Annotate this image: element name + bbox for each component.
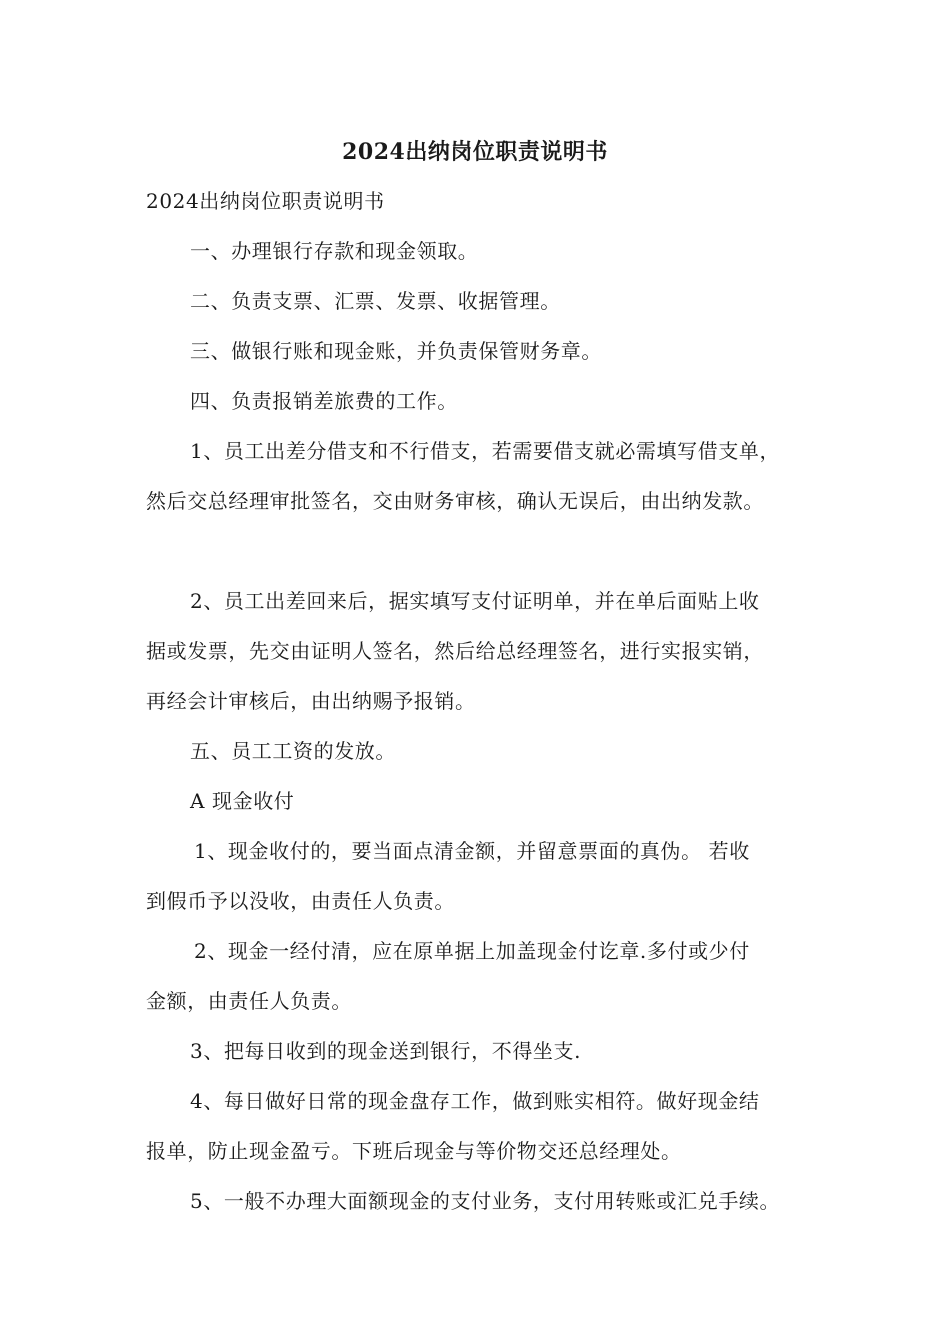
paragraph-line: 3、把每日收到的现金送到银行，不得坐支. [190,1039,582,1063]
paragraph-line: 然后交总经理审批签名，交由财务审核，确认无误后，由出纳发款。 [146,489,764,513]
paragraph-line: 再经会计审核后，由出纳赐予报销。 [146,689,476,713]
paragraph-line: 四、负责报销差旅费的工作。 [190,389,458,413]
paragraph-line: 报单，防止现金盈亏。下班后现金与等价物交还总经理处。 [146,1139,682,1163]
paragraph-line: 2、员工出差回来后，据实填写支付证明单，并在单后面贴上收 [190,589,760,613]
paragraph-line: 一、办理银行存款和现金领取。 [190,239,479,263]
document-title: 2024出纳岗位职责说明书 [342,139,608,165]
paragraph-line: 三、做银行账和现金账，并负责保管财务章。 [190,339,602,363]
paragraph-line: 五、员工工资的发放。 [190,739,396,763]
paragraph-line: A 现金收付 [190,789,295,813]
paragraph-line: 5、一般不办理大面额现金的支付业务，支付用转账或汇兑手续。 [190,1189,781,1213]
subtitle-line: 2024出纳岗位职责说明书 [146,189,385,213]
paragraph-line: 据或发票，先交由证明人签名，然后给总经理签名，进行实报实销， [146,639,764,663]
paragraph-line: 二、负责支票、汇票、发票、收据管理。 [190,289,561,313]
paragraph-line: 金额，由责任人负责。 [146,989,352,1013]
paragraph-line: 到假币予以没收，由责任人负责。 [146,889,455,913]
paragraph-line: 1、现金收付的，要当面点清金额，并留意票面的真伪。 若收 [194,839,750,863]
paragraph-line: 1、员工出差分借支和不行借支，若需要借支就必需填写借支单， [190,439,781,463]
paragraph-line: 2、现金一经付清，应在原单据上加盖现金付讫章.多付或少付 [194,939,750,963]
paragraph-line: 4、每日做好日常的现金盘存工作，做到账实相符。做好现金结 [190,1089,760,1113]
